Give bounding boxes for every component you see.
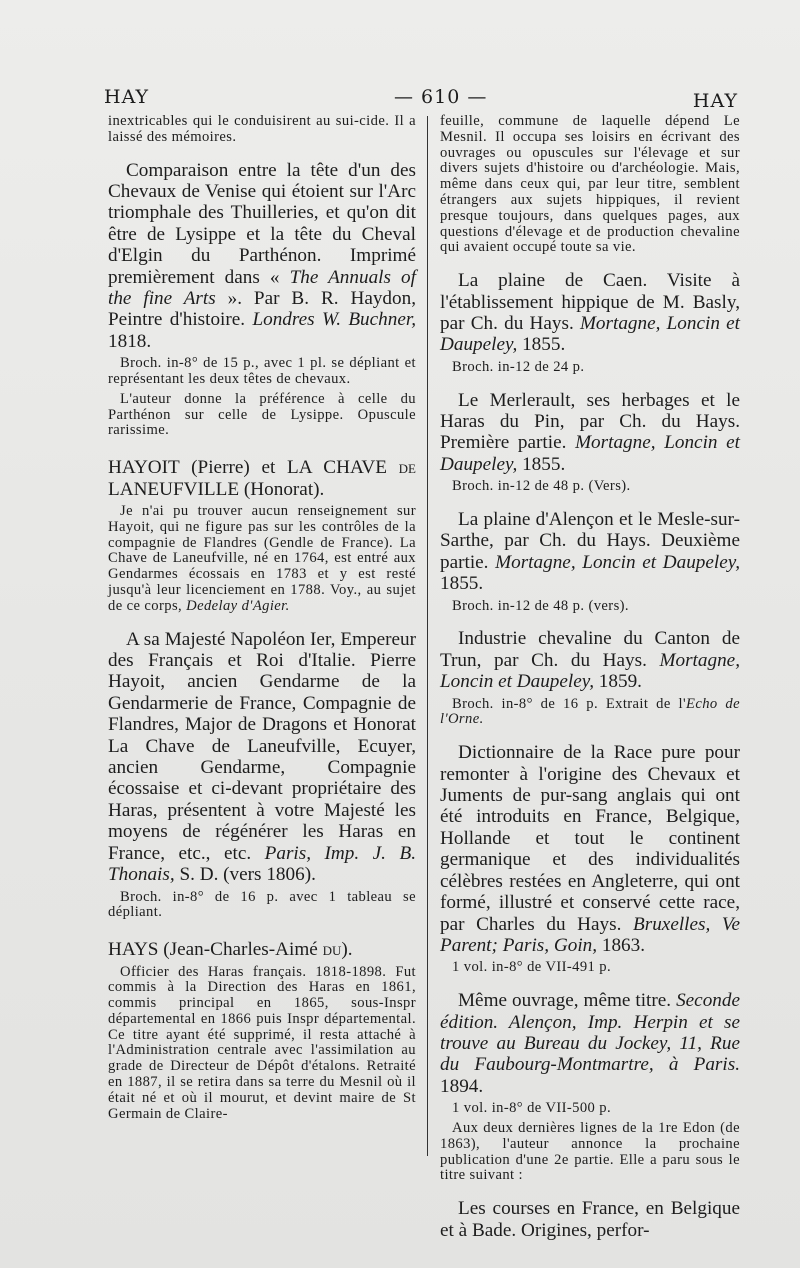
column-divider: [427, 116, 428, 1156]
entry-title-italic: The Annuals of the fine Arts: [108, 266, 416, 310]
author-particle: du: [322, 939, 342, 961]
header-right-title: HAY: [692, 90, 738, 112]
note-description: Broch. in-12 de 48 p. (Vers).: [452, 478, 631, 495]
note-reference-italic: Dedelay d'Agier.: [186, 597, 290, 614]
entry-imprint-italic: Bruxelles, Ve Parent; Paris, Goin,: [440, 913, 740, 956]
note-description: Broch. in-8° de 16 p. avec 1 tableau se dépliant.: [108, 888, 416, 921]
left-column: [108, 114, 416, 1126]
entry-plaine-alencon: [440, 509, 740, 595]
entry-text: La plaine de Caen. Visite à l'établissement hippique de M. Basly, par Ch. du Hays.: [440, 270, 740, 334]
note-text: Broch. in-8° de 16 p. Extrait de l': [452, 695, 687, 712]
right-column: [440, 114, 740, 1245]
entry-text: ». Par B. R. Haydon, Peintre d'histoire.: [108, 288, 417, 331]
note-comment: Aux deux dernières lignes de la 1re Edon (de 1863), l'auteur annonce la prochaine publication d'une 2e partie. Elle a paru sous le titre suivant :: [440, 1119, 740, 1184]
entry-plaine-caen: [440, 270, 740, 356]
entry-date: 1859.: [594, 671, 642, 693]
entry-date: 1818.: [108, 330, 152, 352]
note-biography: [108, 504, 416, 615]
entry-industrie-trun: [440, 628, 740, 692]
entry-meme-ouvrage: [440, 990, 740, 1097]
note-description: 1 vol. in-8° de VII-500 p.: [452, 1100, 612, 1117]
entry-merlerault: [440, 390, 740, 476]
header-left-title: HAY: [104, 86, 150, 108]
entry-text: Le Merlerault, ses herbages et le Haras du Pin, par Ch. du Hays. Première partie.: [440, 389, 740, 454]
author-name: HAYOIT (Pierre) et LA CHAVE: [108, 457, 399, 479]
entry-dictionnaire: [440, 742, 740, 956]
entry-text: Comparaison entre la tête d'un des Chevaux de Venise qui étoient sur l'Arc triomphale des Thuilleries, et qu'on dit être de Lysippe et la tête du Cheval d'Elgin du Parthénon. Imprimé premièrement dans «: [108, 159, 416, 288]
note-comment: L'auteur donne la préférence à celle du Parthénon sur celle de Lysippe. Opuscule rarissime.: [108, 390, 416, 439]
entry-text: Dictionnaire de la Race pure pour remonter à l'origine des Chevaux et Juments de pur-sang anglais qui ont été introduits en France, Belgique, Hollande et tout le continent germanique et des individualités célèbres restées en Angleterre, qui ont formé, illustré et conservé cette race, par Charles du Hays.: [440, 742, 740, 935]
note-biography: Officier des Haras français. 1818-1898. Fut commis à la Direction des Haras en 1861, commis principal en 1865, sous-Inspr départemental en 1866 puis Inspr départemental. Ce titre ayant été supprimé, il resta attaché à l'Administration centrale avec l'assimilation au grade de Directeur de Dépôt d'étalons. Retraité en 1887, il se retira dans sa terre du Mesnil où il était né et où il mourut, et devint maire de St Germain de Claire-: [108, 963, 416, 1122]
author-particle: de: [398, 457, 416, 479]
author-heading-hayoit: [108, 457, 416, 500]
entry-imprint-italic: Paris, Imp. J. B. Thonais,: [108, 842, 416, 886]
note-description: [440, 697, 740, 729]
note-description: 1 vol. in-8° de VII-491 p.: [452, 959, 612, 976]
entry-imprint-italic: Mortagne, Loncin et Daupeley,: [440, 432, 740, 475]
note-description: Broch. in-8° de 15 p., avec 1 pl. se dépliant et représentant les deux têtes de chevaux.: [108, 355, 416, 388]
entry-text: Même ouvrage, même titre.: [458, 990, 677, 1012]
entry-date: 1855.: [517, 453, 566, 475]
entry-date: 1855.: [517, 334, 566, 356]
author-name: ).: [341, 939, 353, 961]
running-header: [104, 86, 738, 112]
entry-napoleon: [108, 629, 416, 886]
note-description: Broch. in-12 de 24 p.: [452, 358, 585, 375]
entry-date: 1894.: [440, 1075, 484, 1097]
entry-imprint-italic: Seconde édition. Alençon, Imp. Herpin et se trouve au Bureau du Jockey, 11, Rue du Faubourg-Montmartre, à Paris.: [440, 990, 740, 1076]
note-reference-italic: Echo de l'Orne.: [440, 695, 740, 728]
entry-text: A sa Majesté Napoléon Ier, Empereur des Français et Roi d'Italie. Pierre Hayoit, ancien Gendarme de la Gendarmerie de France, Compagnie de Flandres, Major de Dragons et Honorat La Chave de Laneufville, Ecuyer, ancien Gendarme, Compagnie écossaise et ci-devant propriétaire des Haras, présentent à votre Majesté les moyens de régénérer les Haras en France, etc., etc.: [108, 628, 416, 864]
author-heading-hays: [108, 939, 416, 960]
entry-comparaison: [108, 160, 416, 353]
note-text: Je n'ai pu trouver aucun renseignement sur Hayoit, qui ne figure pas sur les contrôles de la compagnie de Flandres (Gendle de France). La Chave de Laneufville, né en 1764, est entré aux Gendarmes écossais en 1783 et y est resté jusqu'à leur licenciement en 1788. Voy., au sujet de ce corps,: [108, 503, 416, 614]
entry-imprint-italic: Mortagne, Loncin et Daupeley,: [495, 551, 740, 573]
entry-text: La plaine d'Alençon et le Mesle-sur-Sarthe, par Ch. du Hays. Deuxième partie.: [440, 509, 740, 573]
entry-imprint-italic: Mortagne, Loncin et Daupeley,: [440, 649, 740, 693]
note-description: Broch. in-12 de 48 p. (vers).: [452, 597, 629, 614]
entry-date: S. D. (vers 1806).: [174, 864, 316, 886]
entry-date: 1855.: [440, 573, 484, 595]
note-biography-continuation: feuille, commune de laquelle dépend Le Mesnil. Il occupa ses loisirs en écrivant des ouvrages ou opuscules sur l'élevage et sur divers sujets d'histoire ou d'archéologie. Mais, même dans ceux qui, par leur titre, semblent étrangers aux sujets hippiques, il revient presque toujours, dans quelques pages, aux questions d'élevage et de production chevaline qui avaient occupé toute sa vie.: [440, 113, 740, 256]
entry-courses: Les courses en France, en Belgique et à Bade. Origines, perfor-: [440, 1198, 740, 1241]
entry-imprint-italic: Londres W. Buchner,: [252, 309, 416, 331]
entry-date: 1863.: [597, 934, 646, 956]
entry-text: Industrie chevaline du Canton de Trun, par Ch. du Hays.: [440, 628, 740, 671]
note-continuation: inextricables qui le conduisirent au sui-cide. Il a laissé des mémoires.: [108, 113, 416, 145]
author-name: LANEUFVILLE (Honorat).: [108, 478, 325, 500]
page-number: — 610 —: [394, 86, 488, 108]
author-name: HAYS (Jean-Charles-Aimé: [108, 939, 323, 961]
entry-imprint-italic: Mortagne, Loncin et Daupeley,: [440, 312, 740, 356]
